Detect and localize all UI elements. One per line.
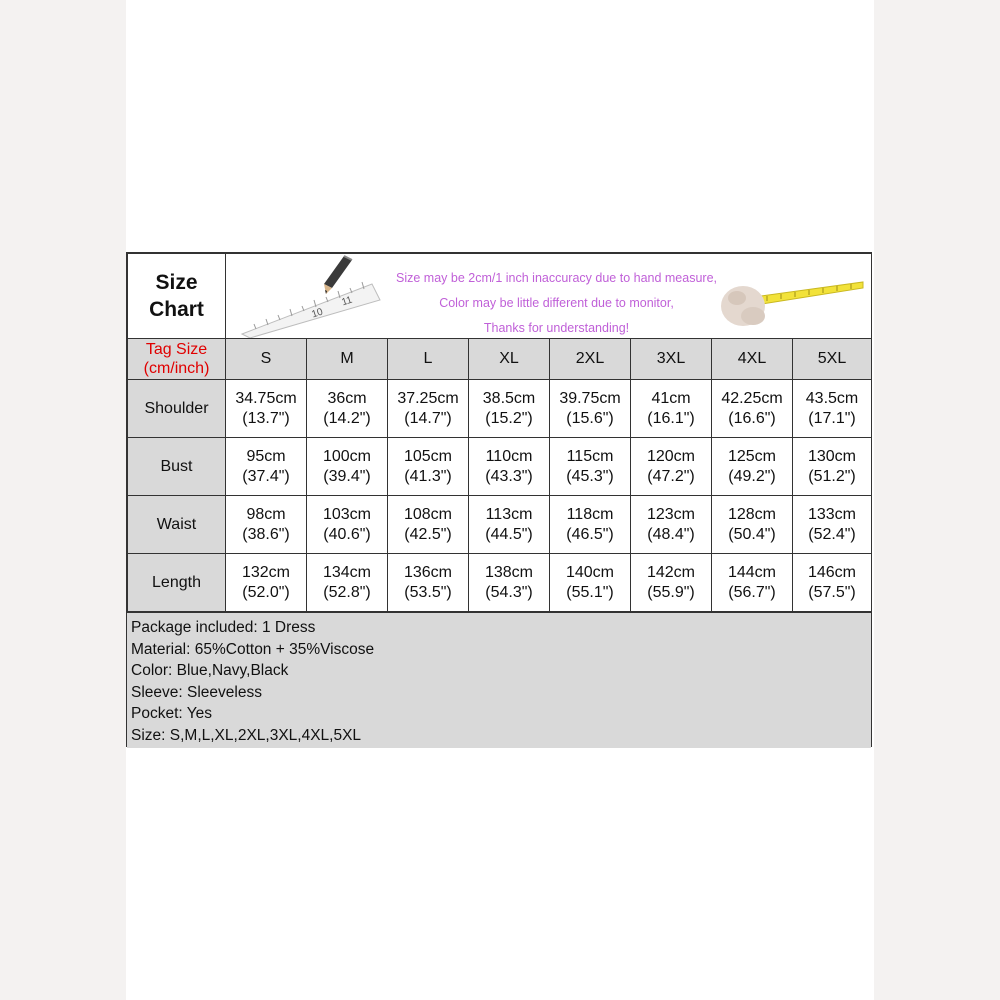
- measurement-inch: (49.2"): [728, 467, 776, 485]
- tag-size-header: [128, 339, 226, 380]
- size-header-2xl: 2XL: [550, 339, 631, 380]
- note-package: Package included: 1 Dress: [131, 619, 316, 636]
- measurement-cm: 130cm: [807, 447, 857, 465]
- tag-size-label: Tag Size: [145, 341, 208, 358]
- measurement-cell: [550, 438, 631, 496]
- measurement-inch: (52.0"): [242, 583, 290, 601]
- measurement-cell: [388, 438, 469, 496]
- measurement-inch: (14.7"): [404, 409, 452, 427]
- measurement-cell: [307, 438, 388, 496]
- pencil-ruler-icon: [232, 254, 392, 338]
- table-row: [128, 380, 872, 438]
- measurement-inch: (52.8"): [323, 583, 371, 601]
- measurement-cell: [469, 438, 550, 496]
- measurement-cm: 39.75cm: [559, 389, 621, 407]
- size-header-3xl: 3XL: [631, 339, 712, 380]
- measurement-cm: 105cm: [403, 447, 453, 465]
- chart-title: [128, 254, 226, 339]
- row-label-bust: Bust: [128, 438, 226, 496]
- measurement-cm: 110cm: [485, 447, 533, 465]
- notice-line: Size may be 2cm/1 inch inaccuracy due to hand measure,: [396, 271, 718, 285]
- measurement-cell: [793, 554, 872, 612]
- measurement-cell: [550, 380, 631, 438]
- measurement-cm: 136cm: [403, 563, 453, 581]
- size-header-xl: XL: [469, 339, 550, 380]
- tag-size-unit: (cm/inch): [143, 360, 210, 377]
- measurement-inch: (47.2"): [647, 467, 695, 485]
- measurement-inch: (13.7"): [242, 409, 290, 427]
- measurement-cell: [712, 380, 793, 438]
- hand-tape-measure-icon: [717, 268, 867, 334]
- measurement-cell: [712, 438, 793, 496]
- measurement-cm: 41cm: [651, 389, 691, 407]
- measurement-cell: [226, 380, 307, 438]
- measurement-inch: (57.5"): [808, 583, 856, 601]
- measurement-cm: 146cm: [807, 563, 857, 581]
- measurement-cm: 37.25cm: [397, 389, 459, 407]
- measurement-inch: (15.6"): [566, 409, 614, 427]
- measurement-inch: (56.7"): [728, 583, 776, 601]
- notice-line: Thanks for understanding!: [483, 321, 630, 335]
- measurement-cm: 138cm: [484, 563, 534, 581]
- measurement-inch: (16.6"): [728, 409, 776, 427]
- row-label-waist: Waist: [128, 496, 226, 554]
- measurement-inch: (54.3"): [485, 583, 533, 601]
- measurement-cell: [307, 496, 388, 554]
- table-row: [128, 554, 872, 612]
- measurement-cm: 34.75cm: [235, 389, 297, 407]
- measurement-cell: [631, 554, 712, 612]
- measurement-cm: 132cm: [241, 563, 291, 581]
- measurement-cm: 120cm: [646, 447, 696, 465]
- measurement-cm: 134cm: [322, 563, 372, 581]
- measurement-cm: 42.25cm: [721, 389, 783, 407]
- measurement-cell: [793, 496, 872, 554]
- measurement-inch: (39.4"): [323, 467, 371, 485]
- measurement-cm: 142cm: [646, 563, 696, 581]
- measurement-cm: 43.5cm: [805, 389, 859, 407]
- measurement-inch: (52.4"): [808, 525, 856, 543]
- measurement-cell: [307, 380, 388, 438]
- measurement-cell: [226, 438, 307, 496]
- table-row: [128, 496, 872, 554]
- measurement-cm: 118cm: [566, 505, 614, 523]
- size-table: [127, 253, 872, 612]
- measurement-inch: (48.4"): [647, 525, 695, 543]
- measurement-cm: 36cm: [327, 389, 367, 407]
- measurement-inch: (16.1"): [647, 409, 695, 427]
- measurement-cm: 144cm: [727, 563, 777, 581]
- note-pocket: Pocket: Yes: [131, 705, 213, 722]
- measurement-cell: [388, 496, 469, 554]
- measurement-cm: 115cm: [566, 447, 614, 465]
- chart-title-line1: Size: [155, 271, 198, 294]
- measurement-inch: (42.5"): [404, 525, 452, 543]
- notice-line: Color may be little different due to monitor,: [439, 296, 674, 310]
- note-sleeve: Sleeve: Sleeveless: [131, 683, 262, 701]
- measurement-cell: [469, 554, 550, 612]
- measurement-cell: [388, 554, 469, 612]
- measurement-cell: [226, 496, 307, 554]
- measurement-inch: (17.1"): [808, 409, 856, 427]
- size-header-s: S: [226, 339, 307, 380]
- measurement-cm: 98cm: [246, 505, 286, 523]
- measurement-inch: (38.6"): [242, 525, 290, 543]
- ruler-number: 11: [340, 294, 354, 309]
- measurement-inch: (44.5"): [485, 525, 533, 543]
- row-label-length: Length: [128, 554, 226, 612]
- measurement-inch: (46.5"): [566, 525, 614, 543]
- measurement-cm: 108cm: [403, 505, 453, 523]
- measurement-cm: 38.5cm: [482, 389, 536, 407]
- size-chart: [126, 252, 872, 747]
- measurement-cell: [550, 554, 631, 612]
- measurement-cell: [631, 438, 712, 496]
- measurement-cm: 103cm: [322, 505, 372, 523]
- ruler-number: 10: [310, 306, 325, 321]
- size-header-4xl: 4XL: [712, 339, 793, 380]
- measurement-cell: [712, 496, 793, 554]
- measurement-inch: (51.2"): [808, 467, 856, 485]
- measurement-inch: (53.5"): [404, 583, 452, 601]
- measurement-rows: [128, 380, 872, 612]
- measurement-inch: (14.2"): [323, 409, 371, 427]
- measurement-cell: [388, 380, 469, 438]
- size-header-5xl: 5XL: [793, 339, 872, 380]
- measurement-cm: 100cm: [322, 447, 372, 465]
- measurement-cm: 140cm: [565, 563, 615, 581]
- measurement-cell: [550, 496, 631, 554]
- notice-text: [396, 266, 717, 339]
- note-color: Color: Blue,Navy,Black: [131, 662, 289, 679]
- measurement-inch: (55.1"): [566, 583, 614, 601]
- chart-title-line2: Chart: [149, 298, 204, 321]
- measurement-cm: 125cm: [727, 447, 777, 465]
- measurement-inch: (40.6"): [323, 525, 371, 543]
- measurement-inch: (37.4"): [242, 467, 290, 485]
- measurement-cell: [793, 438, 872, 496]
- note-sizes: Size: S,M,L,XL,2XL,3XL,4XL,5XL: [131, 726, 362, 744]
- row-label-shoulder: Shoulder: [128, 380, 226, 438]
- measurement-cell: [631, 496, 712, 554]
- measurement-cell: [712, 554, 793, 612]
- measurement-inch: (50.4"): [728, 525, 776, 543]
- product-notes: [127, 612, 871, 748]
- measurement-inch: (43.3"): [485, 467, 533, 485]
- measurement-cell: [469, 380, 550, 438]
- measurement-cm: 95cm: [246, 447, 286, 465]
- measurement-cm: 113cm: [485, 505, 533, 523]
- measurement-cm: 128cm: [727, 505, 777, 523]
- measurement-inch: (55.9"): [647, 583, 695, 601]
- measurement-inch: (15.2"): [485, 409, 533, 427]
- notice-banner: [226, 254, 872, 339]
- measurement-cell: [469, 496, 550, 554]
- note-material: Material: 65%Cotton + 35%Viscose: [131, 640, 375, 658]
- measurement-inch: (41.3"): [404, 467, 452, 485]
- measurement-cm: 133cm: [807, 505, 857, 523]
- measurement-cell: [226, 554, 307, 612]
- size-header-m: M: [307, 339, 388, 380]
- measurement-inch: (45.3"): [566, 467, 614, 485]
- size-header-l: L: [388, 339, 469, 380]
- table-row: [128, 438, 872, 496]
- measurement-cell: [793, 380, 872, 438]
- measurement-cell: [307, 554, 388, 612]
- measurement-cell: [631, 380, 712, 438]
- measurement-cm: 123cm: [646, 505, 696, 523]
